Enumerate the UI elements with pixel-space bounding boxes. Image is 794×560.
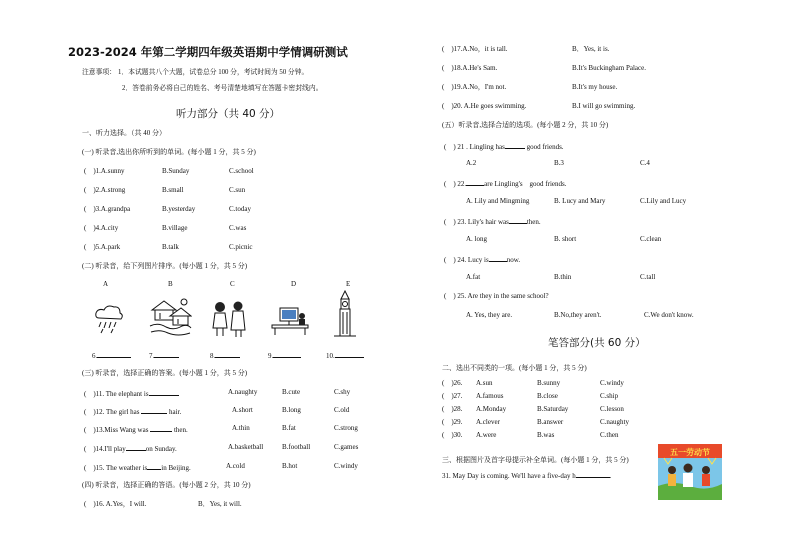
- q27-a: A.famous: [476, 392, 504, 400]
- q28-b: B.Saturday: [537, 405, 569, 413]
- q14-stem: ( )14.I'll play on Sunday.: [84, 445, 177, 453]
- q3-a: ( )3.A.grandpa: [84, 205, 131, 213]
- q15-stem: ( )15. The weather is in Beijing.: [84, 464, 191, 472]
- computer-desk-icon: [270, 306, 310, 336]
- q5-c: C.picnic: [229, 243, 253, 251]
- q11-b: B.cute: [282, 388, 301, 396]
- q22-stem: ( ) 22. are Lingling's good friends.: [444, 180, 567, 188]
- q14-c: C.games: [334, 443, 359, 451]
- section-3-heading: 三、根据图片及首字母提示补全单词。(每小题 1 分，共 5 分): [442, 456, 629, 464]
- q15-b: B.hot: [282, 462, 298, 470]
- q25-stem: ( ) 25. Are they in the same school?: [444, 292, 549, 300]
- q1-c: C.school: [229, 167, 254, 175]
- notice-2: 2．答卷前务必将自己的姓名、考号清楚地填写在答题卡密封线内。: [122, 85, 323, 92]
- q24-c: C.tall: [640, 273, 656, 281]
- q21-c: C.4: [640, 159, 650, 167]
- q27-num: ( )27.: [442, 392, 463, 400]
- q18-a: ( )18.A.He's Sam.: [442, 64, 498, 72]
- pic-blank-6: 6.: [92, 350, 131, 361]
- village-scene-icon: [148, 296, 192, 338]
- q27-c: C.ship: [600, 392, 619, 400]
- pic-letter-d: D: [291, 280, 297, 288]
- q24-stem: ( ) 24. Lucy is now.: [444, 256, 521, 264]
- q26-c: C.windy: [600, 379, 624, 387]
- q24-a: A.fat: [466, 273, 481, 281]
- q23-b: B. short: [554, 235, 577, 243]
- q14-b: B.football: [282, 443, 311, 451]
- q1-b: B.Sunday: [162, 167, 190, 175]
- section-1d-heading: (四) 听录音，选择正确的答语。(每小题 2 分，共 10 分): [82, 481, 251, 489]
- q12-b: B.long: [282, 406, 301, 414]
- pic-blank-7: 7.: [149, 350, 179, 361]
- q12-a: A.short: [232, 406, 253, 414]
- clock-tower-icon: [332, 290, 358, 338]
- q3-b: B.yesterday: [162, 205, 196, 213]
- writing-title: 笔答部分(共 60 分）: [548, 337, 646, 349]
- notice-1: 1．本试题共八个大题，试卷总分 100 分，考试时间为 50 分钟。: [118, 69, 309, 76]
- q12-c: C.old: [334, 406, 350, 414]
- q2-b: B.small: [162, 186, 184, 194]
- q4-c: C.was: [229, 224, 247, 232]
- q23-a: A. long: [466, 235, 487, 243]
- q19-b: B.It's my house.: [572, 83, 618, 91]
- q15-c: C.windy: [334, 462, 358, 470]
- pic-letter-b: B: [168, 280, 173, 288]
- q20-b: B.I will go swimming.: [572, 102, 636, 110]
- q20-a: ( )20. A.He goes swimming.: [442, 102, 527, 110]
- q19-a: ( )19.A.No，I'm not.: [442, 83, 507, 91]
- q15-a: A.cold: [226, 462, 245, 470]
- q30-c: C.then: [600, 431, 619, 439]
- q26-b: B.sunny: [537, 379, 561, 387]
- poster-text: 五一劳动节: [670, 448, 710, 457]
- q26-a: A.sun: [476, 379, 493, 387]
- q21-b: B.3: [554, 159, 564, 167]
- q5-b: B.talk: [162, 243, 179, 251]
- section-1-heading: 一、听力选择。（共 40 分）: [82, 129, 166, 137]
- q13-c: C.strong: [334, 424, 358, 432]
- section-2-heading: 二、选出不同类的一项。(每小题 1 分，共 5 分): [442, 364, 587, 372]
- q1-a: ( )1.A.sunny: [84, 167, 125, 175]
- q11-a: A.naughty: [228, 388, 258, 396]
- q25-a: A. Yes, they are.: [466, 311, 513, 319]
- q3-c: C.today: [229, 205, 251, 213]
- q17-a: ( )17.A.No，it is tall.: [442, 45, 508, 53]
- q30-num: ( )30.: [442, 431, 463, 439]
- q16-b: B．Yes, it will.: [198, 500, 242, 508]
- q29-b: B.answer: [537, 418, 564, 426]
- q23-stem: ( ) 23. Lily's hair was then.: [444, 218, 541, 226]
- listening-title: 听力部分（共 40 分）: [176, 108, 281, 120]
- q18-b: B.It's Buckingham Palace.: [572, 64, 646, 72]
- q14-a: A.basketball: [228, 443, 264, 451]
- pic-letter-c: C: [230, 280, 235, 288]
- exam-title: 2023-2024 年第二学期四年级英语期中学情调研测试: [68, 45, 348, 59]
- pic-blank-8: 8.: [210, 350, 240, 361]
- q29-a: A.clever: [476, 418, 500, 426]
- q5-a: ( )5.A.park: [84, 243, 121, 251]
- pic-blank-10: 10.: [326, 350, 364, 361]
- q22-c: C.Lily and Lucy: [640, 197, 687, 205]
- rainy-cloud-icon: [93, 304, 125, 334]
- notice-label: 注意事项：: [82, 69, 116, 76]
- q23-c: C.clean: [640, 235, 662, 243]
- q31-stem: 31. May Day is coming. We'll have a five-day h .: [442, 472, 612, 480]
- may-day-poster-image: [658, 444, 722, 500]
- girl-and-woman-icon: [210, 300, 250, 338]
- section-1a-heading: (一) 听录音,选出你所听到的单词。(每小题 1 分，共 5 分): [82, 148, 256, 156]
- q28-num: ( )28.: [442, 405, 463, 413]
- section-1b-heading: (二) 听录音，给下列图片排序。(每小题 1 分，共 5 分): [82, 262, 248, 270]
- q2-c: C.sun: [229, 186, 246, 194]
- q17-b: B．Yes, it is.: [572, 45, 610, 53]
- q4-b: B.village: [162, 224, 188, 232]
- q21-stem: ( ) 21 . Lingling has good friends.: [444, 143, 564, 151]
- pic-letter-a: A: [103, 280, 109, 288]
- q13-b: B.fat: [282, 424, 296, 432]
- section-1c-heading: (三) 听录音，选择正确的答案。(每小题 1 分，共 5 分): [82, 369, 248, 377]
- q16-a: ( )16. A.Yes，I will.: [84, 500, 147, 508]
- q29-num: ( )29.: [442, 418, 463, 426]
- q12-stem: ( )12. The girl has hair.: [84, 408, 182, 416]
- q21-a: A.2: [466, 159, 477, 167]
- section-1e-heading: (五）听录音,选择合适的选项。(每小题 2 分，共 10 分): [442, 121, 609, 129]
- pic-blank-9: 9.: [268, 350, 301, 361]
- q22-b: B. Lucy and Mary: [554, 197, 606, 205]
- q24-b: B.thin: [554, 273, 572, 281]
- q29-c: C.naughty: [600, 418, 629, 426]
- pic-letter-e: E: [346, 280, 351, 288]
- q30-a: A.were: [476, 431, 497, 439]
- q4-a: ( )4.A.city: [84, 224, 119, 232]
- q13-a: A.thin: [232, 424, 250, 432]
- q22-a: A. Lily and Mingming: [466, 197, 530, 205]
- q28-a: A.Monday: [476, 405, 507, 413]
- q26-num: ( )26.: [442, 379, 463, 387]
- q11-stem: ( )11. The elephant is: [84, 388, 179, 399]
- q13-stem: ( )13.Miss Wang was then.: [84, 426, 188, 434]
- q25-b: B.No,they aren't.: [554, 311, 602, 319]
- q11-c: C.shy: [334, 388, 351, 396]
- q30-b: B.was: [537, 431, 555, 439]
- q27-b: B.close: [537, 392, 558, 400]
- q2-a: ( )2.A.strong: [84, 186, 126, 194]
- q28-c: C.lesson: [600, 405, 624, 413]
- q25-c: C.We don't know.: [644, 311, 694, 319]
